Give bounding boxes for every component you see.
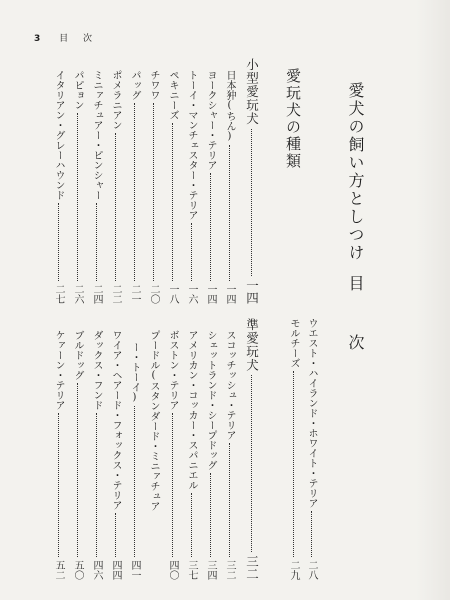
group-heading-small[interactable]	[245, 58, 258, 304]
entry-name: イタリアン・グレーハウンド	[53, 70, 64, 200]
toc-entry[interactable]	[167, 330, 177, 580]
entry-name: パピョン	[72, 70, 83, 110]
toc-entry[interactable]	[167, 70, 177, 304]
toc-entry[interactable]	[224, 330, 234, 580]
entry-name: トーイ・マンチェスター・テリア	[186, 70, 197, 220]
entry-name: ミニァチュアー・ピンシャー	[91, 70, 102, 200]
leader-dots	[210, 473, 211, 557]
entry-name: モルチーズ	[288, 318, 299, 368]
toc-entry[interactable]	[91, 70, 101, 304]
leader-dots	[311, 511, 312, 557]
leader-dots	[96, 203, 97, 281]
leader-dots	[115, 133, 116, 281]
entry-name: アメリカン・コッカー・スパニエル	[186, 330, 197, 490]
entry-page: 二一	[129, 284, 140, 304]
toc-entry[interactable]	[110, 330, 120, 580]
running-header	[34, 31, 98, 44]
entry-page: 四六	[91, 560, 102, 580]
toc-entry[interactable]	[186, 330, 196, 580]
entry-name: ケァーン・テリア	[53, 330, 64, 410]
toc-entry[interactable]	[306, 318, 316, 580]
entry-page: 二八	[306, 560, 317, 580]
leader-dots	[153, 103, 154, 281]
entry-name: 日本狆(ちん)	[224, 70, 235, 142]
leader-dots	[251, 375, 252, 552]
toc-entry[interactable]	[91, 330, 101, 580]
entry-name: ー・トーイ)	[129, 342, 140, 403]
entry-name: ボストン・テリア	[167, 330, 178, 410]
entry-name: チワワ	[148, 70, 159, 100]
book-title: 愛犬の飼い方としつけ	[346, 82, 365, 262]
toc-entry[interactable]	[110, 70, 120, 304]
toc-entry[interactable]	[224, 70, 234, 304]
leader-dots	[134, 103, 135, 281]
leader-dots	[172, 123, 173, 281]
toc-entry[interactable]	[148, 330, 158, 580]
toc-entry[interactable]	[72, 330, 82, 580]
entry-page: 二九	[288, 560, 299, 580]
toc-entry[interactable]	[205, 330, 215, 580]
toc-entry[interactable]	[129, 342, 139, 580]
group-heading-label: 小型愛玩犬	[244, 58, 260, 126]
toc-heading: 目 次	[346, 275, 365, 362]
leader-dots	[229, 443, 230, 557]
entry-page: 三二	[224, 560, 235, 580]
entry-name: ペキニーズ	[167, 70, 178, 120]
leader-dots	[191, 223, 192, 281]
toc-entry[interactable]	[72, 70, 82, 304]
leader-dots	[293, 371, 294, 557]
leader-dots	[77, 383, 78, 557]
leader-dots	[172, 413, 173, 557]
entry-page: 三七	[186, 560, 197, 580]
entry-page: 五二	[53, 560, 64, 580]
entry-name: スコッチッシュ・テリア	[224, 330, 235, 440]
entry-page: 四四	[110, 560, 121, 580]
leader-dots	[58, 413, 59, 557]
leader-dots	[229, 145, 230, 281]
group-heading-semi[interactable]	[245, 318, 258, 580]
entry-name: ヨークシャー・テリア	[205, 70, 216, 170]
toc-entry[interactable]	[148, 70, 158, 304]
leader-dots	[77, 113, 78, 281]
entry-page: 一六	[186, 284, 197, 304]
entry-name: ポメラニアン	[110, 70, 121, 130]
leader-dots	[134, 406, 135, 557]
entry-page: 四〇	[167, 560, 178, 580]
toc-entry[interactable]	[53, 330, 63, 580]
entry-page: 二六	[72, 284, 83, 304]
group-heading-page: 一四	[244, 279, 260, 304]
toc-entry[interactable]	[186, 70, 196, 304]
toc-entry[interactable]	[129, 70, 139, 304]
group-heading-page: 三二	[244, 555, 260, 580]
entry-page: 二七	[53, 284, 64, 304]
entry-page: 一四	[205, 284, 216, 304]
entry-name: ダックス・フンド	[91, 330, 102, 410]
entry-page: 二四	[91, 284, 102, 304]
entry-page: 一八	[167, 284, 178, 304]
toc-entry[interactable]	[205, 70, 215, 304]
page-number: 3	[34, 34, 41, 44]
entry-name: ワイア・ヘアード・フォックス・テリア	[110, 330, 121, 510]
page-shadow	[416, 0, 450, 600]
entry-name: ブルドッグ	[72, 330, 83, 380]
entry-page: 二〇	[148, 284, 159, 304]
entry-name: ウエスト・ハイランド・ホワイト・テリア	[306, 318, 317, 508]
entry-name: パッグ	[129, 70, 140, 100]
leader-dots	[210, 173, 211, 281]
section-heading: 愛玩犬の種類	[284, 68, 302, 170]
entry-name: プードル(スタンダード・ミニァチュア	[148, 330, 159, 511]
leader-dots	[58, 203, 59, 281]
entry-page: 四一	[129, 560, 140, 580]
leader-dots	[251, 129, 252, 277]
running-header-label: 目 次	[59, 34, 99, 44]
toc-entry[interactable]	[288, 318, 298, 580]
toc-entry[interactable]	[53, 70, 63, 304]
entry-page: 一四	[224, 284, 235, 304]
entry-name: シェットランド・シープドッグ	[205, 330, 216, 470]
entry-page: 五〇	[72, 560, 83, 580]
entry-page: 二二	[110, 284, 121, 304]
group-heading-label: 準愛玩犬	[244, 318, 260, 372]
leader-dots	[191, 493, 192, 557]
entry-page: 三四	[205, 560, 216, 580]
leader-dots	[96, 413, 97, 557]
leader-dots	[115, 513, 116, 557]
